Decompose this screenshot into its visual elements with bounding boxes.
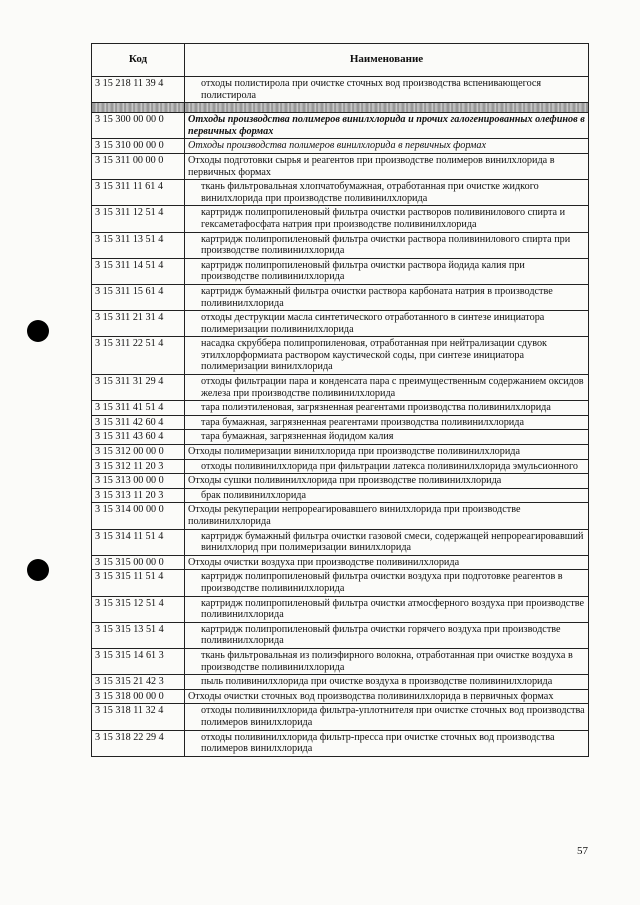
waste-name-cell: отходы поливинилхлорида фильтра-уплотнителя при очистке сточных вод производства полимеров винилхлорида (185, 704, 589, 730)
waste-code-cell: 3 15 311 14 51 4 (92, 258, 185, 284)
table-row (92, 430, 589, 445)
table-row (92, 311, 589, 337)
waste-code-cell: 3 15 311 11 61 4 (92, 180, 185, 206)
waste-name-cell: Отходы очистки воздуха при производстве поливинилхлорида (185, 555, 589, 570)
table-row (92, 675, 589, 690)
waste-code-cell: 3 15 311 41 51 4 (92, 401, 185, 416)
table-row (92, 570, 589, 596)
waste-code-cell: 3 15 310 00 00 0 (92, 139, 185, 154)
table-row (92, 153, 589, 179)
table-body (92, 77, 589, 757)
table-row (92, 258, 589, 284)
waste-code-cell: 3 15 311 22 51 4 (92, 337, 185, 375)
waste-code-cell: 3 15 311 42 60 4 (92, 415, 185, 430)
waste-name-cell: насадка скруббера полипропиленовая, отработанная при нейтрализации сдувок этилхлорформиата раствором каустической соды, при синтезе инициатора полимеризации винилхлорида (185, 337, 589, 375)
waste-code-cell: 3 15 311 12 51 4 (92, 206, 185, 232)
waste-name-cell: Отходы рекуперации непрореагировавшего винилхлорида при производстве поливинилхлорида (185, 503, 589, 529)
waste-name-cell: отходы поливинилхлорида фильтр-пресса при очистке сточных вод производства полимеров винилхлорида (185, 730, 589, 756)
table-row (92, 337, 589, 375)
waste-name-cell: пыль поливинилхлорида при очистке воздуха в производстве поливинилхлорида (185, 675, 589, 690)
waste-code-cell: 3 15 311 00 00 0 (92, 153, 185, 179)
waste-name-cell: отходы фильтрации пара и конденсата пара с преимущественным содержанием оксидов железа при производстве поливинилхлорида (185, 375, 589, 401)
waste-name-cell: ткань фильтровальная хлопчатобумажная, отработанная при очистке жидкого винилхлорида при производстве поливинилхлорида (185, 180, 589, 206)
punch-hole-bottom (27, 559, 49, 581)
waste-code-cell: 3 15 315 00 00 0 (92, 555, 185, 570)
waste-code-cell: 3 15 313 11 20 3 (92, 488, 185, 503)
table-row (92, 622, 589, 648)
waste-classification-table (91, 43, 589, 757)
table-row (92, 139, 589, 154)
waste-name-cell: картридж полипропиленовый фильтра очистки воздуха при подготовке реагентов в производстве поливинилхлорида (185, 570, 589, 596)
waste-code-cell: 3 15 311 15 61 4 (92, 284, 185, 310)
waste-code-cell: 3 15 314 00 00 0 (92, 503, 185, 529)
table-row (92, 704, 589, 730)
waste-name-cell: картридж полипропиленовый фильтра очистки растворов поливинилового спирта и гексаметафосфата натрия при производстве поливинилхлорида (185, 206, 589, 232)
waste-code-cell: 3 15 311 21 31 4 (92, 311, 185, 337)
waste-name-cell: ткань фильтровальная из полиэфирного волокна, отработанная при очистке воздуха в производстве поливинилхлорида (185, 648, 589, 674)
waste-name-cell: брак поливинилхлорида (185, 488, 589, 503)
table-row (92, 180, 589, 206)
waste-name-cell: Отходы производства полимеров винилхлорида и прочих галогенированных олефинов в первичных формах (185, 113, 589, 139)
waste-name-cell: картридж полипропиленовый фильтра очистки раствора йодида калия при производстве поливинилхлорида (185, 258, 589, 284)
table-row (92, 488, 589, 503)
waste-name-cell: Отходы сушки поливинилхлорида при производстве поливинилхлорида (185, 474, 589, 489)
table-row (92, 77, 589, 103)
punch-hole-top (27, 320, 49, 342)
waste-code-cell: 3 15 318 22 29 4 (92, 730, 185, 756)
waste-code-cell: 3 15 315 21 42 3 (92, 675, 185, 690)
waste-name-cell: картридж бумажный фильтра очистки газовой смеси, содержащей непрореагировавший винилхлорид при полимеризации винилхлорида (185, 529, 589, 555)
waste-code-cell: 3 15 313 00 00 0 (92, 474, 185, 489)
table-header-row (92, 44, 589, 77)
waste-name-cell: картридж полипропиленовый фильтра очистки горячего воздуха при производстве поливинилхлорида (185, 622, 589, 648)
waste-code-cell: 3 15 300 00 00 0 (92, 113, 185, 139)
table-row (92, 474, 589, 489)
column-header-name: Наименование (185, 44, 589, 77)
table-row (92, 206, 589, 232)
table-row (92, 503, 589, 529)
waste-code-cell: 3 15 218 11 39 4 (92, 77, 185, 103)
waste-code-cell: 3 15 315 14 61 3 (92, 648, 185, 674)
waste-code-cell: 3 15 312 00 00 0 (92, 445, 185, 460)
waste-name-cell: тара бумажная, загрязненная реагентами производства поливинилхлорида (185, 415, 589, 430)
waste-code-cell: 3 15 311 31 29 4 (92, 375, 185, 401)
waste-name-cell: тара бумажная, загрязненная йодидом калия (185, 430, 589, 445)
table-row (92, 401, 589, 416)
waste-code-cell: 3 15 315 13 51 4 (92, 622, 185, 648)
waste-code-cell (92, 103, 185, 113)
waste-code-cell: 3 15 318 00 00 0 (92, 689, 185, 704)
waste-name-cell: отходы полистирола при очистке сточных вод производства вспенивающегося полистирола (185, 77, 589, 103)
table-row (92, 375, 589, 401)
page-number: 57 (577, 845, 588, 857)
table-row (92, 284, 589, 310)
waste-name-cell: тара полиэтиленовая, загрязненная реагентами производства поливинилхлорида (185, 401, 589, 416)
waste-name-cell: Отходы очистки сточных вод производства поливинилхлорида в первичных формах (185, 689, 589, 704)
waste-name-cell: Отходы полимеризации винилхлорида при производстве поливинилхлорида (185, 445, 589, 460)
waste-name-cell: картридж полипропиленовый фильтра очистки раствора поливинилового спирта при производстве поливинилхлорида (185, 232, 589, 258)
waste-name-cell: отходы поливинилхлорида при фильтрации латекса поливинилхлорида эмульсионного (185, 459, 589, 474)
table-row (92, 730, 589, 756)
waste-code-cell: 3 15 314 11 51 4 (92, 529, 185, 555)
table-row (92, 596, 589, 622)
table-row (92, 415, 589, 430)
waste-name-cell: картридж полипропиленовый фильтра очистки атмосферного воздуха при производстве поливинилхлорида (185, 596, 589, 622)
table-row (92, 648, 589, 674)
waste-name-cell (185, 103, 589, 113)
waste-code-cell: 3 15 315 12 51 4 (92, 596, 185, 622)
table-row (92, 555, 589, 570)
waste-name-cell: картридж бумажный фильтра очистки раствора карбоната натрия в производстве поливинилхлорида (185, 284, 589, 310)
waste-code-cell: 3 15 315 11 51 4 (92, 570, 185, 596)
waste-name-cell: Отходы подготовки сырья и реагентов при производстве полимеров винилхлорида в первичных формах (185, 153, 589, 179)
table-row (92, 529, 589, 555)
table-row (92, 445, 589, 460)
section-separator-row (92, 103, 589, 113)
waste-code-cell: 3 15 312 11 20 3 (92, 459, 185, 474)
waste-name-cell: отходы деструкции масла синтетического отработанного в синтезе инициатора полимеризации поливинилхлорида (185, 311, 589, 337)
column-header-code: Код (92, 44, 185, 77)
waste-name-cell: Отходы производства полимеров винилхлорида в первичных формах (185, 139, 589, 154)
table-row (92, 232, 589, 258)
table-row (92, 113, 589, 139)
waste-code-cell: 3 15 318 11 32 4 (92, 704, 185, 730)
waste-code-cell: 3 15 311 43 60 4 (92, 430, 185, 445)
table-row (92, 459, 589, 474)
table-row (92, 689, 589, 704)
waste-code-cell: 3 15 311 13 51 4 (92, 232, 185, 258)
